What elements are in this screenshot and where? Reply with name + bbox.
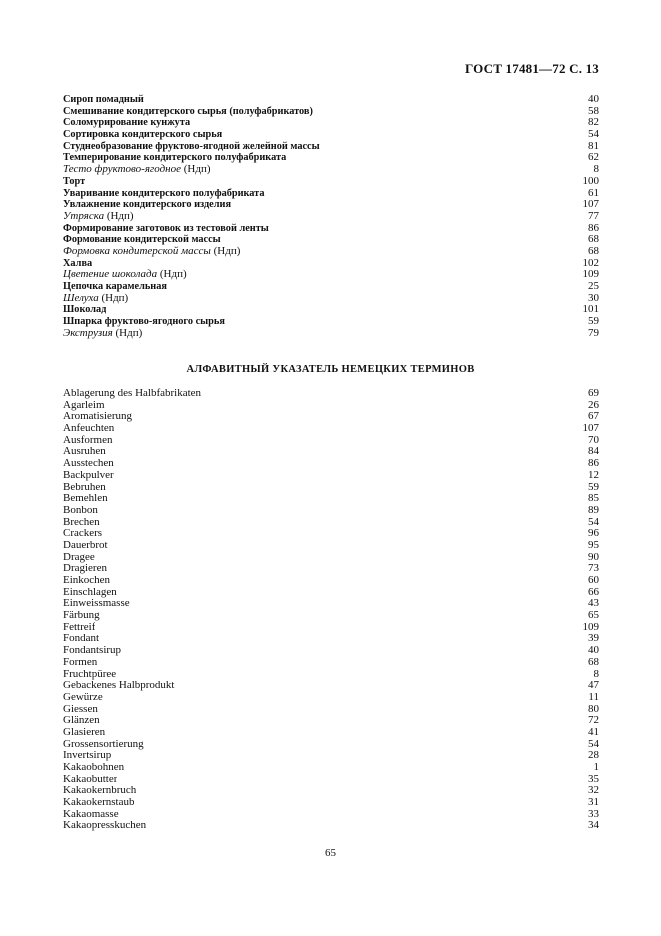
index-term-text: Fondantsirup xyxy=(63,645,122,657)
index-term-text: Formen xyxy=(63,656,98,668)
index-term xyxy=(63,411,132,423)
index-term xyxy=(63,328,142,340)
index-entry xyxy=(63,281,599,293)
index-entry xyxy=(63,704,599,716)
index-term-text: Glasieren xyxy=(63,726,106,738)
index-page-number: 70 xyxy=(588,433,599,446)
index-term-text: Einkochen xyxy=(63,575,111,586)
index-entry xyxy=(63,446,599,458)
page-number: 65 xyxy=(325,847,336,859)
index-page-number: 54 xyxy=(588,737,599,750)
index-term xyxy=(63,388,201,400)
index-term xyxy=(63,435,113,447)
index-entry xyxy=(63,258,599,270)
index-page-number: 86 xyxy=(588,221,599,234)
index-term xyxy=(63,423,114,435)
index-term-text: Anfeuchten xyxy=(63,423,115,435)
index-page-number: 81 xyxy=(588,139,599,152)
index-entry xyxy=(63,188,599,200)
index-entry xyxy=(63,657,599,669)
index-term xyxy=(63,762,124,774)
index-page-number: 72 xyxy=(588,714,599,727)
index-term xyxy=(63,645,121,657)
index-entry xyxy=(63,411,599,423)
index-page-number: 80 xyxy=(588,702,599,715)
index-page-number: 25 xyxy=(588,280,599,292)
index-entry xyxy=(63,739,599,751)
index-page-number: 79 xyxy=(588,326,599,339)
index-page-number: 12 xyxy=(588,468,599,481)
index-term xyxy=(63,540,108,552)
index-term-text: Смешивание кондитерского сырья (полуфабрикатов) xyxy=(63,105,313,117)
index-term-text: Тесто фруктово-ягодное xyxy=(63,164,181,176)
index-entry xyxy=(63,269,599,281)
index-page-number: 107 xyxy=(582,422,599,435)
index-term xyxy=(63,528,102,540)
index-page-number: 100 xyxy=(582,174,599,187)
index-entry xyxy=(63,493,599,505)
index-entry xyxy=(63,540,599,552)
index-entry xyxy=(63,141,599,153)
index-term xyxy=(63,610,100,622)
index-page-number: 59 xyxy=(588,480,599,493)
index-term-note: (Ндп) xyxy=(98,292,129,304)
index-entry xyxy=(63,809,599,821)
index-term-text: Сортировка кондитерского сырья xyxy=(63,129,223,141)
index-term-note: (Ндп) xyxy=(180,164,211,176)
index-term-text: Соломурирование кунжута xyxy=(63,117,191,129)
index-entry xyxy=(63,785,599,797)
index-term xyxy=(63,575,110,587)
index-entry xyxy=(63,762,599,774)
index-term-text: Цветение шоколада xyxy=(63,269,158,281)
index-term-text: Gebackenes Halbprodukt xyxy=(63,680,175,692)
index-entry xyxy=(63,435,599,447)
index-entry xyxy=(63,669,599,681)
index-entry xyxy=(63,692,599,704)
index-page-number: 66 xyxy=(588,585,599,598)
index-entry xyxy=(63,304,599,316)
index-page-number: 59 xyxy=(588,315,599,328)
index-term-text: Backpulver xyxy=(63,469,114,481)
index-page-number: 40 xyxy=(588,93,599,105)
index-entry xyxy=(63,423,599,435)
index-term xyxy=(63,704,98,716)
index-entry xyxy=(63,246,599,258)
index-page-number: 82 xyxy=(588,116,599,129)
index-term-text: Уваривание кондитерского полуфабриката xyxy=(63,187,265,199)
index-page-number: 68 xyxy=(588,233,599,246)
index-term-text: Ausruhen xyxy=(63,446,106,458)
index-term xyxy=(63,739,144,751)
index-term xyxy=(63,304,106,316)
index-term-note: (Ндп) xyxy=(112,327,143,339)
index-term-text: Bemehlen xyxy=(63,493,108,505)
index-entry xyxy=(63,164,599,176)
section-title-german: АЛФАВИТНЫЙ УКАЗАТЕЛЬ НЕМЕЦКИХ ТЕРМИНОВ xyxy=(186,364,475,375)
index-term-text: Темперирование кондитерского полуфабриката xyxy=(63,152,287,164)
index-entry xyxy=(63,458,599,470)
index-term xyxy=(63,129,222,141)
index-term-text: Dragieren xyxy=(63,563,107,575)
index-page-number: 95 xyxy=(588,538,599,551)
index-term xyxy=(63,164,211,176)
index-page-number: 54 xyxy=(588,128,599,141)
index-term-note: (Ндп) xyxy=(210,245,241,257)
index-term xyxy=(63,141,320,153)
index-term-text: Формирование заготовок из тестовой ленты xyxy=(63,222,269,234)
index-term-text: Fondant xyxy=(63,633,100,645)
index-term-text: Gewürze xyxy=(63,691,103,703)
index-entry xyxy=(63,129,599,141)
index-term-text: Brechen xyxy=(63,516,100,528)
index-term-text: Шелуха xyxy=(63,292,99,304)
index-entry xyxy=(63,820,599,832)
index-term-text: Ablagerung des Halbfabrikaten xyxy=(63,388,202,399)
index-entry xyxy=(63,234,599,246)
index-term xyxy=(63,633,99,645)
index-term-text: Invertsirup xyxy=(63,750,112,762)
index-page-number: 102 xyxy=(582,256,599,269)
index-page-number: 109 xyxy=(582,268,599,281)
index-term xyxy=(63,482,106,494)
index-term-text: Халва xyxy=(63,257,93,269)
index-term-text: Ausformen xyxy=(63,434,113,446)
index-term xyxy=(63,715,100,727)
index-term xyxy=(63,598,130,610)
index-entry xyxy=(63,211,599,223)
index-entry xyxy=(63,176,599,188)
index-entry xyxy=(63,316,599,328)
index-term xyxy=(63,211,134,223)
index-term xyxy=(63,94,144,106)
index-term-text: Aromatisierung xyxy=(63,411,133,423)
index-term-text: Kakaokernbruch xyxy=(63,785,137,797)
index-page-number: 47 xyxy=(588,679,599,692)
index-term xyxy=(63,727,105,739)
index-term xyxy=(63,552,95,564)
index-page-number: 34 xyxy=(588,819,599,832)
index-page-number: 11 xyxy=(588,690,599,703)
index-page-number: 89 xyxy=(588,503,599,516)
index-entry xyxy=(63,199,599,211)
index-entry xyxy=(63,94,599,106)
index-term-text: Сироп помадный xyxy=(63,94,144,105)
index-term-text: Einweissmasse xyxy=(63,598,130,610)
index-page-number: 32 xyxy=(588,784,599,797)
index-entry xyxy=(63,528,599,540)
index-term-text: Экструзия xyxy=(63,327,113,339)
index-term xyxy=(63,199,231,211)
index-term-text: Ausstechen xyxy=(63,458,114,470)
index-term xyxy=(63,785,136,797)
index-term xyxy=(63,458,114,470)
index-term xyxy=(63,820,146,832)
index-entry xyxy=(63,587,599,599)
index-page-number: 68 xyxy=(588,244,599,257)
index-term xyxy=(63,446,106,458)
index-term-text: Цепочка карамельная xyxy=(63,281,167,292)
index-entry xyxy=(63,774,599,786)
index-page-number: 69 xyxy=(588,387,599,399)
index-term xyxy=(63,152,286,164)
index-term xyxy=(63,246,240,258)
index-term xyxy=(63,106,313,118)
index-term xyxy=(63,470,114,482)
index-term-note: (Ндп) xyxy=(104,210,134,222)
index-entry xyxy=(63,482,599,494)
index-entry xyxy=(63,633,599,645)
index-term xyxy=(63,657,97,669)
index-term xyxy=(63,316,225,328)
index-term-text: Kakaobohnen xyxy=(63,762,125,773)
index-entry xyxy=(63,328,599,340)
index-page-number: 40 xyxy=(588,644,599,657)
index-term-text: Fruchtpüree xyxy=(63,668,117,680)
index-term-text: Grossensortierung xyxy=(63,738,144,750)
index-term xyxy=(63,176,85,188)
index-term-text: Шпарка фруктово-ягодного сырья xyxy=(63,316,225,328)
index-entry xyxy=(63,575,599,587)
index-term-text: Kakaopresskuchen xyxy=(63,820,147,832)
index-page-number: 28 xyxy=(588,749,599,762)
index-page-number: 109 xyxy=(582,620,599,633)
index-page-number: 86 xyxy=(588,457,599,470)
index-term-text: Утряска xyxy=(63,210,105,222)
index-term xyxy=(63,234,221,246)
index-entry xyxy=(63,388,599,400)
index-term xyxy=(63,281,167,293)
index-term-text: Einschlagen xyxy=(63,586,117,598)
index-term-text: Crackers xyxy=(63,528,103,540)
index-term-note: (Ндп) xyxy=(157,269,187,281)
index-entry xyxy=(63,223,599,235)
index-term-text: Glänzen xyxy=(63,715,100,727)
index-term-text: Dragee xyxy=(63,551,95,563)
index-term xyxy=(63,493,108,505)
index-page-number: 26 xyxy=(588,398,599,411)
index-term-text: Формование кондитерской массы xyxy=(63,234,221,246)
index-term-text: Dauerbrot xyxy=(63,539,108,551)
index-page-number: 62 xyxy=(588,151,599,164)
index-page-number: 43 xyxy=(588,597,599,610)
index-term-text: Kakaomasse xyxy=(63,808,119,820)
index-page-number: 8 xyxy=(593,667,599,680)
index-entry xyxy=(63,517,599,529)
index-term xyxy=(63,797,134,809)
index-page-number: 96 xyxy=(588,527,599,540)
index-term-text: Bebruhen xyxy=(63,481,106,493)
index-page-number: 73 xyxy=(588,562,599,575)
index-entry xyxy=(63,598,599,610)
index-term xyxy=(63,692,103,704)
index-page-number: 8 xyxy=(593,163,599,176)
index-entry xyxy=(63,563,599,575)
index-page-number: 33 xyxy=(588,807,599,820)
index-term-text: Färbung xyxy=(63,610,100,622)
index-entry xyxy=(63,106,599,118)
index-entry xyxy=(63,797,599,809)
index-term-text: Увлажнение кондитерского изделия xyxy=(63,199,232,211)
index-term-text: Bonbon xyxy=(63,504,98,516)
index-term-text: Шоколад xyxy=(63,304,107,316)
index-entry xyxy=(63,680,599,692)
index-page-number: 67 xyxy=(588,410,599,423)
index-entry xyxy=(63,293,599,305)
index-term-text: Kakaobutter xyxy=(63,773,118,785)
index-term-text: Торт xyxy=(63,175,86,187)
index-term-text: Fettreif xyxy=(63,621,96,633)
index-term xyxy=(63,587,117,599)
index-entry xyxy=(63,715,599,727)
index-term xyxy=(63,293,128,305)
index-term xyxy=(63,400,105,412)
index-term-text: Agarleim xyxy=(63,399,105,411)
index-term xyxy=(63,750,111,762)
index-page-number: 54 xyxy=(588,515,599,528)
index-term xyxy=(63,563,107,575)
index-term xyxy=(63,505,98,517)
index-term xyxy=(63,269,187,281)
index-entry xyxy=(63,645,599,657)
index-term xyxy=(63,188,265,200)
index-entry xyxy=(63,727,599,739)
index-entry xyxy=(63,750,599,762)
index-entry xyxy=(63,505,599,517)
index-page-number: 61 xyxy=(588,186,599,199)
index-entry xyxy=(63,610,599,622)
index-page-number: 41 xyxy=(588,725,599,738)
index-page-number: 35 xyxy=(588,772,599,785)
index-page-number: 107 xyxy=(582,198,599,211)
index-page-number: 31 xyxy=(588,796,599,809)
index-term xyxy=(63,517,100,529)
index-term xyxy=(63,117,190,129)
index-page-number: 84 xyxy=(588,445,599,458)
index-term-text: Kakaokernstaub xyxy=(63,797,135,809)
index-entry xyxy=(63,622,599,634)
index-term xyxy=(63,258,92,270)
index-page-number: 85 xyxy=(588,492,599,505)
index-term xyxy=(63,669,116,681)
index-entry xyxy=(63,117,599,129)
page-header: ГОСТ 17481—72 С. 13 xyxy=(465,61,599,76)
index-entry xyxy=(63,552,599,564)
index-entry xyxy=(63,470,599,482)
index-page-number: 77 xyxy=(588,209,599,222)
index-entry xyxy=(63,400,599,412)
index-term xyxy=(63,223,269,235)
index-page-number: 1 xyxy=(593,761,599,773)
index-entry xyxy=(63,152,599,164)
index-page-number: 65 xyxy=(588,609,599,622)
russian-index-list xyxy=(63,94,599,339)
index-term xyxy=(63,622,95,634)
index-page-number: 30 xyxy=(588,291,599,304)
index-term xyxy=(63,774,117,786)
index-term xyxy=(63,680,175,692)
index-term-text: Giessen xyxy=(63,703,98,715)
index-page-number: 58 xyxy=(588,104,599,117)
index-term xyxy=(63,809,119,821)
index-term-text: Формовка кондитерской массы xyxy=(63,245,211,257)
index-page-number: 101 xyxy=(582,303,599,316)
index-page-number: 90 xyxy=(588,550,599,563)
index-page-number: 39 xyxy=(588,632,599,645)
index-page-number: 60 xyxy=(588,574,599,586)
index-page-number: 68 xyxy=(588,655,599,668)
index-term-text: Студнеобразование фруктово-ягодной желейной массы xyxy=(63,140,320,152)
german-index-list xyxy=(63,388,599,832)
